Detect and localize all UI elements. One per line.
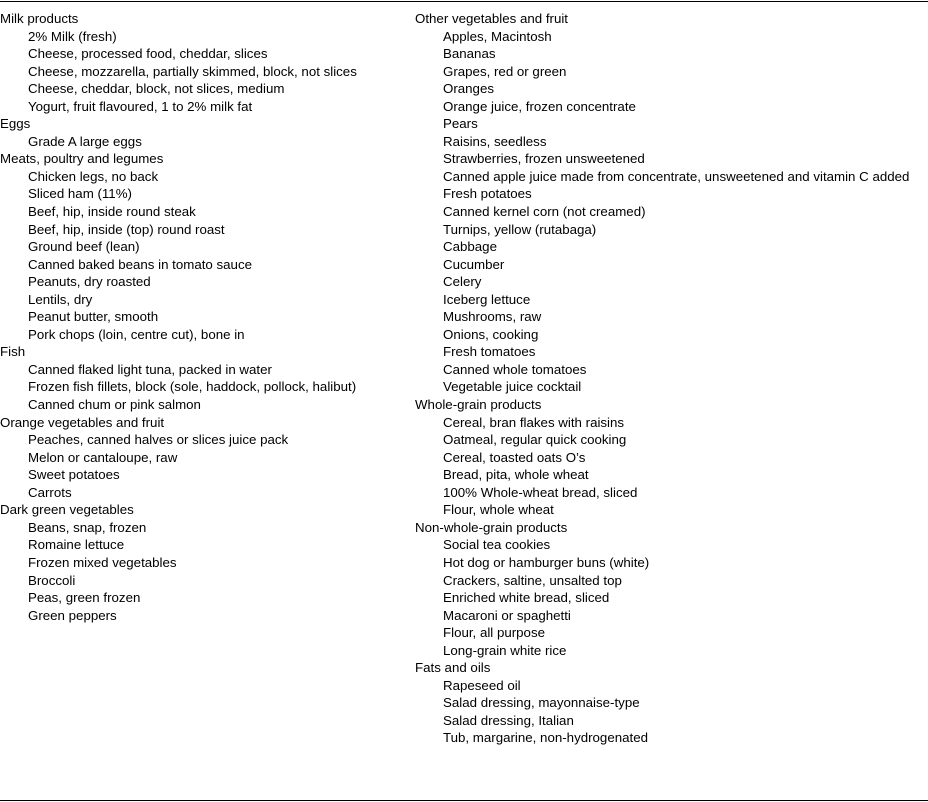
- food-item: Cereal, bran flakes with raisins: [443, 414, 625, 430]
- food-item: Crackers, saltine, unsalted top: [443, 572, 622, 588]
- food-item: Onions, cooking: [443, 326, 539, 342]
- food-item: Peas, green frozen: [28, 590, 141, 606]
- food-item: Peanut butter, smooth: [28, 309, 159, 325]
- food-item: Bread, pita, whole wheat: [443, 467, 589, 483]
- food-item: Enriched white bread, sliced: [443, 590, 610, 606]
- food-item: Iceberg lettuce: [443, 291, 531, 307]
- food-item: Peanuts, dry roasted: [28, 274, 151, 290]
- food-item: Cheese, mozzarella, partially skimmed, block, not slices: [28, 63, 357, 79]
- food-item: Oranges: [443, 81, 494, 97]
- top-rule: [0, 1, 928, 2]
- food-item: 2% Milk (fresh): [28, 28, 117, 44]
- food-item: Fresh potatoes: [443, 186, 532, 202]
- bottom-rule: [0, 800, 928, 801]
- category-heading-eggs: Eggs: [0, 116, 31, 132]
- category-heading-fish: Fish: [0, 344, 26, 360]
- food-item: Strawberries, frozen unsweetened: [443, 151, 645, 167]
- left-column: [0, 10, 410, 624]
- food-item: Bananas: [443, 46, 496, 62]
- food-item: Ground beef (lean): [28, 239, 140, 255]
- category-heading-non-whole-grain-products: Non-whole-grain products: [415, 519, 568, 535]
- food-item: Social tea cookies: [443, 537, 551, 553]
- category-heading-milk-products: Milk products: [0, 11, 79, 26]
- food-item: Celery: [443, 274, 482, 290]
- food-item: Canned kernel corn (not creamed): [443, 204, 646, 220]
- food-item: Mushrooms, raw: [443, 309, 542, 325]
- food-item: Frozen fish fillets, block (sole, haddock, pollock, halibut): [28, 379, 357, 395]
- food-item: Vegetable juice cocktail: [443, 379, 582, 395]
- food-item: Hot dog or hamburger buns (white): [443, 554, 650, 570]
- category-heading-dark-green-vegetables: Dark green vegetables: [0, 502, 134, 518]
- food-item: Frozen mixed vegetables: [28, 554, 177, 570]
- food-item: Sliced ham (11%): [28, 186, 132, 202]
- food-item: Rapeseed oil: [443, 677, 521, 693]
- food-item: Carrots: [28, 484, 72, 500]
- food-item: Cucumber: [443, 256, 505, 272]
- food-item: Macaroni or spaghetti: [443, 607, 571, 623]
- food-item: Flour, whole wheat: [443, 502, 554, 518]
- food-item: Salad dressing, mayonnaise-type: [443, 695, 640, 711]
- food-item: Raisins, seedless: [443, 133, 547, 149]
- food-item: Cereal, toasted oats O’s: [443, 449, 586, 465]
- food-item: Cabbage: [443, 239, 497, 255]
- food-item: Long-grain white rice: [443, 642, 567, 658]
- food-item: Yogurt, fruit flavoured, 1 to 2% milk fat: [28, 98, 253, 114]
- category-heading-meats-poultry-and-legumes: Meats, poultry and legumes: [0, 151, 164, 167]
- food-item: Apples, Macintosh: [443, 28, 552, 44]
- food-item: Canned whole tomatoes: [443, 361, 587, 377]
- food-item: Tub, margarine, non-hydrogenated: [443, 730, 648, 746]
- food-item: Salad dressing, Italian: [443, 712, 574, 728]
- food-item: Orange juice, frozen concentrate: [443, 98, 636, 114]
- food-item: Pears: [443, 116, 478, 132]
- category-heading-orange-vegetables-and-fruit: Orange vegetables and fruit: [0, 414, 165, 430]
- food-item: Canned chum or pink salmon: [28, 397, 201, 413]
- category-heading-fats-and-oils: Fats and oils: [415, 660, 491, 676]
- food-item: Broccoli: [28, 572, 76, 588]
- food-item: Grade A large eggs: [28, 133, 142, 149]
- category-heading-other-vegetables-and-fruit: Other vegetables and fruit: [415, 11, 569, 26]
- food-item: Peaches, canned halves or slices juice pack: [28, 432, 289, 448]
- category-heading-whole-grain-products: Whole-grain products: [415, 397, 542, 413]
- food-item: Flour, all purpose: [443, 625, 545, 641]
- food-item: Canned apple juice made from concentrate, unsweetened and vitamin C added: [443, 168, 910, 184]
- food-item: Pork chops (loin, centre cut), bone in: [28, 326, 245, 342]
- food-item: Oatmeal, regular quick cooking: [443, 432, 627, 448]
- food-item: Lentils, dry: [28, 291, 93, 307]
- food-item: Sweet potatoes: [28, 467, 120, 483]
- food-item: Melon or cantaloupe, raw: [28, 449, 178, 465]
- food-item: Green peppers: [28, 607, 117, 623]
- food-item: Canned baked beans in tomato sauce: [28, 256, 252, 272]
- food-item: Beef, hip, inside round steak: [28, 204, 196, 220]
- food-item: Chicken legs, no back: [28, 168, 159, 184]
- right-column: [415, 10, 928, 747]
- food-item: Cheese, cheddar, block, not slices, medium: [28, 81, 285, 97]
- food-item: Cheese, processed food, cheddar, slices: [28, 46, 268, 62]
- food-item: Turnips, yellow (rutabaga): [443, 221, 597, 237]
- food-item: Grapes, red or green: [443, 63, 567, 79]
- food-item: Fresh tomatoes: [443, 344, 536, 360]
- food-item: Romaine lettuce: [28, 537, 125, 553]
- food-item: 100% Whole-wheat bread, sliced: [443, 484, 638, 500]
- food-item: Beans, snap, frozen: [28, 519, 147, 535]
- food-item: Beef, hip, inside (top) round roast: [28, 221, 225, 237]
- food-item: Canned flaked light tuna, packed in water: [28, 361, 272, 377]
